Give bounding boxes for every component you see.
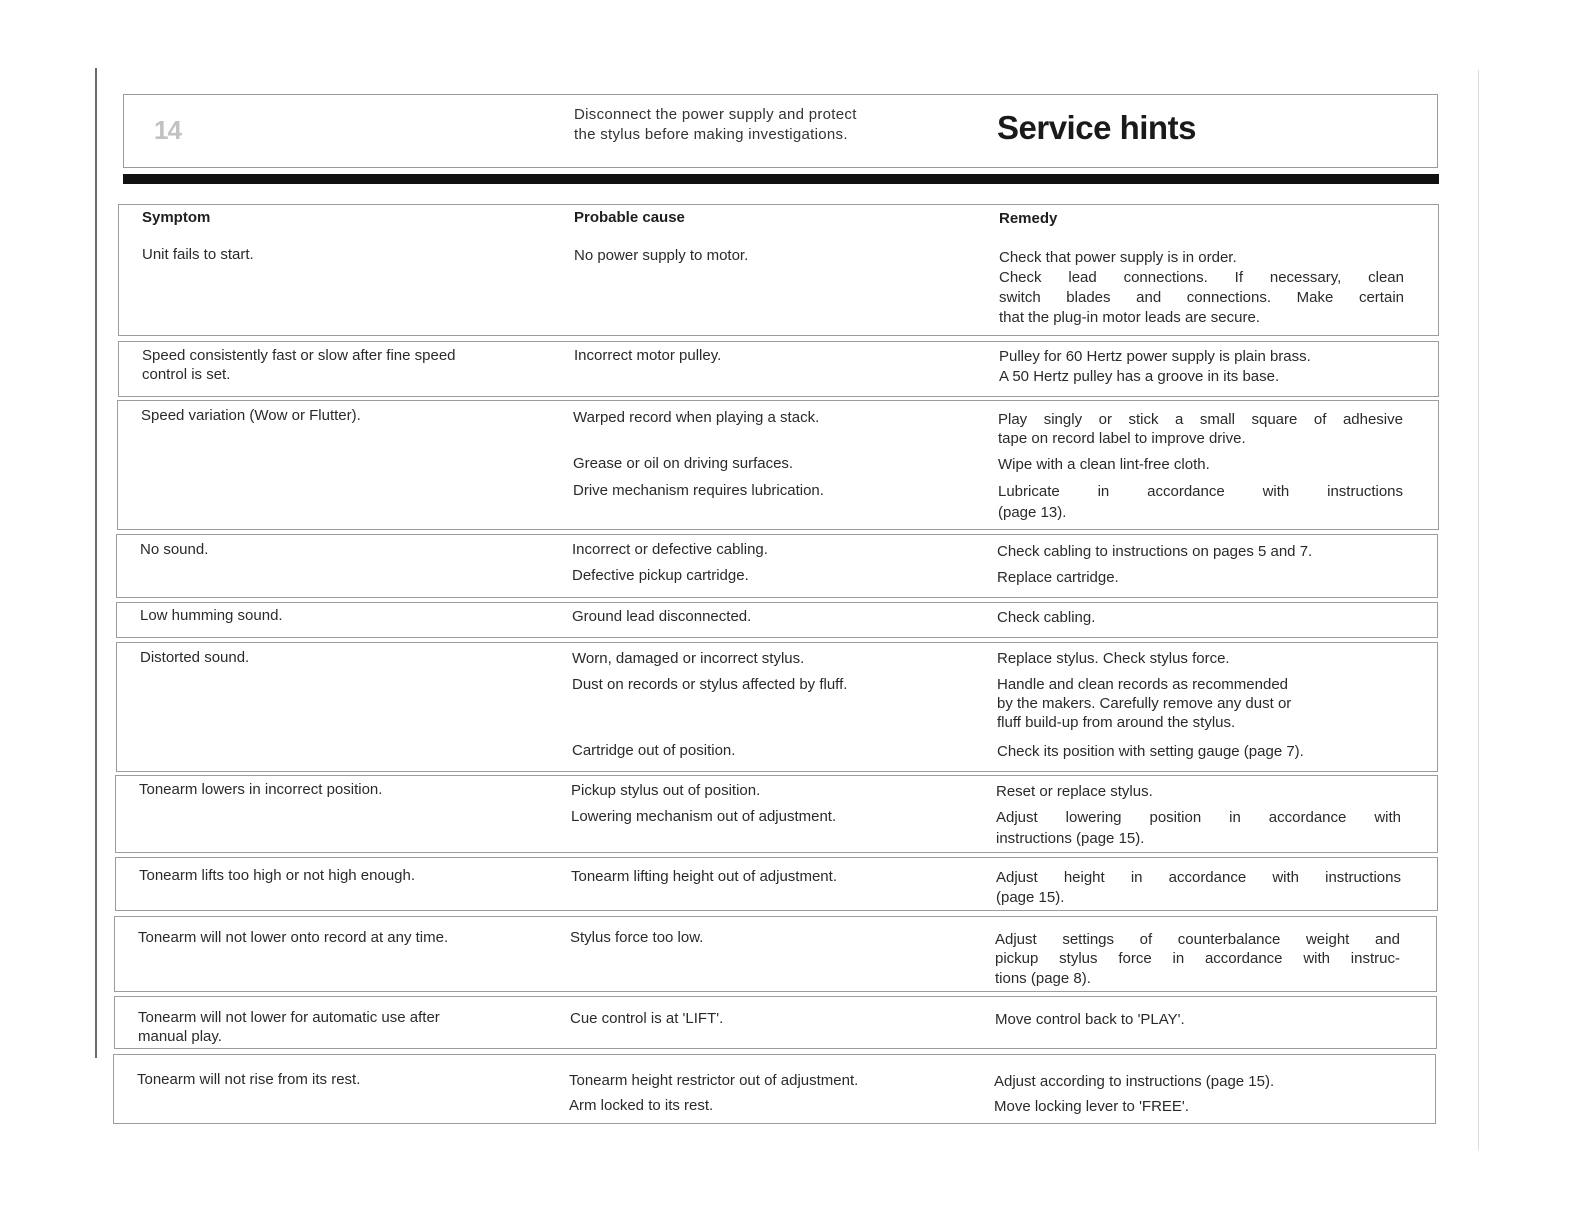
cause-text: Arm locked to its rest. <box>569 1097 714 1114</box>
symptom-text: Unit fails to start. <box>142 246 254 263</box>
remedy-text: instructions (page 15). <box>996 830 1145 847</box>
remedy-text: Check that power supply is in order. <box>999 249 1237 266</box>
table-section <box>116 602 1438 638</box>
column-header-cause: Probable cause <box>574 209 685 226</box>
symptom-text: Tonearm lifts too high or not high enough. <box>139 867 416 884</box>
symptom-text: Low humming sound. <box>140 607 283 624</box>
remedy-text: Adjust height in accordance with instructions <box>996 869 1401 886</box>
cause-text: Worn, damaged or incorrect stylus. <box>572 650 805 667</box>
symptom-text: control is set. <box>142 366 231 383</box>
symptom-text: Speed variation (Wow or Flutter). <box>141 407 361 424</box>
page-title: Service hints <box>997 109 1196 146</box>
table-section <box>118 341 1439 397</box>
cause-text: Cartridge out of position. <box>572 742 736 759</box>
cause-text: No power supply to motor. <box>574 247 749 264</box>
cause-text: Drive mechanism requires lubrication. <box>573 482 824 499</box>
table-section <box>113 1054 1436 1124</box>
symptom-text: Tonearm will not rise from its rest. <box>137 1071 361 1088</box>
page-number: 14 <box>154 115 181 145</box>
remedy-text: Play singly or stick a small square of adhesive <box>998 411 1403 428</box>
remedy-text: Lubricate in accordance with instructions <box>998 483 1403 500</box>
cause-text: Tonearm height restrictor out of adjustment. <box>569 1072 859 1089</box>
cause-text: Ground lead disconnected. <box>572 608 752 625</box>
table-section <box>115 775 1438 853</box>
remedy-text: Wipe with a clean lint-free cloth. <box>998 456 1210 473</box>
column-header-remedy: Remedy <box>999 210 1058 227</box>
remedy-text: Reset or replace stylus. <box>996 783 1153 800</box>
symptom-text: Tonearm will not lower onto record at any time. <box>138 929 449 946</box>
table-section <box>115 857 1438 911</box>
header-rule <box>123 174 1439 184</box>
cause-text: Incorrect or defective cabling. <box>572 541 768 558</box>
remedy-text: Pulley for 60 Hertz power supply is plain brass. <box>999 348 1311 365</box>
page-edge-line <box>1478 70 1479 1150</box>
symptom-text: Tonearm lowers in incorrect position. <box>139 781 383 798</box>
cause-text: Stylus force too low. <box>570 929 704 946</box>
cause-text: Lowering mechanism out of adjustment. <box>571 808 837 825</box>
cause-text: Defective pickup cartridge. <box>572 567 749 584</box>
remedy-text: (page 15). <box>996 889 1065 906</box>
remedy-text: Move control back to 'PLAY'. <box>995 1011 1185 1028</box>
remedy-text: Adjust lowering position in accordance with <box>996 809 1401 826</box>
symptom-text: Tonearm will not lower for automatic use after <box>138 1009 440 1026</box>
remedy-text: tions (page 8). <box>995 970 1091 987</box>
remedy-text: Move locking lever to 'FREE'. <box>994 1098 1189 1115</box>
cause-text: Grease or oil on driving surfaces. <box>573 455 794 472</box>
remedy-text: by the makers. Carefully remove any dust or <box>997 695 1292 712</box>
page-binding-line <box>95 68 97 1058</box>
remedy-text: A 50 Hertz pulley has a groove in its base. <box>999 368 1280 385</box>
cause-text: Warped record when playing a stack. <box>573 409 820 426</box>
remedy-text: Check its position with setting gauge (page 7). <box>997 743 1304 760</box>
remedy-text: Check cabling to instructions on pages 5 and 7. <box>997 543 1313 560</box>
cause-text: Cue control is at 'LIFT'. <box>570 1010 724 1027</box>
table-section <box>114 916 1437 992</box>
table-section <box>114 996 1437 1049</box>
remedy-text: Adjust according to instructions (page 15). <box>994 1073 1275 1090</box>
table-section <box>117 400 1439 530</box>
remedy-text: pickup stylus force in accordance with instruc- <box>995 950 1400 967</box>
cause-text: Tonearm lifting height out of adjustment. <box>571 868 837 885</box>
warning-line: the stylus before making investigations. <box>574 126 848 143</box>
remedy-text: Replace stylus. Check stylus force. <box>997 650 1230 667</box>
symptom-text: Distorted sound. <box>140 649 250 666</box>
symptom-text: No sound. <box>140 541 209 558</box>
safety-warning <box>574 105 964 145</box>
page-header <box>123 94 1438 168</box>
remedy-text: Adjust settings of counterbalance weight and <box>995 931 1400 948</box>
remedy-text: that the plug-in motor leads are secure. <box>999 309 1260 326</box>
column-header-symptom: Symptom <box>142 209 211 226</box>
warning-line: Disconnect the power supply and protect <box>574 106 857 123</box>
remedy-text: Check lead connections. If necessary, clean <box>999 269 1404 286</box>
cause-text: Incorrect motor pulley. <box>574 347 722 364</box>
remedy-text: fluff build-up from around the stylus. <box>997 714 1236 731</box>
remedy-text: Handle and clean records as recommended <box>997 676 1288 693</box>
table-section <box>116 642 1438 772</box>
table-section <box>116 534 1438 598</box>
remedy-text: (page 13). <box>998 504 1067 521</box>
remedy-text: tape on record label to improve drive. <box>998 430 1246 447</box>
symptom-text: manual play. <box>138 1028 222 1045</box>
table-section <box>118 204 1439 336</box>
remedy-text: switch blades and connections. Make certain <box>999 289 1404 306</box>
symptom-text: Speed consistently fast or slow after fine speed <box>142 347 456 364</box>
cause-text: Pickup stylus out of position. <box>571 782 761 799</box>
cause-text: Dust on records or stylus affected by fluff. <box>572 676 848 693</box>
remedy-text: Replace cartridge. <box>997 569 1119 586</box>
remedy-text: Check cabling. <box>997 609 1096 626</box>
